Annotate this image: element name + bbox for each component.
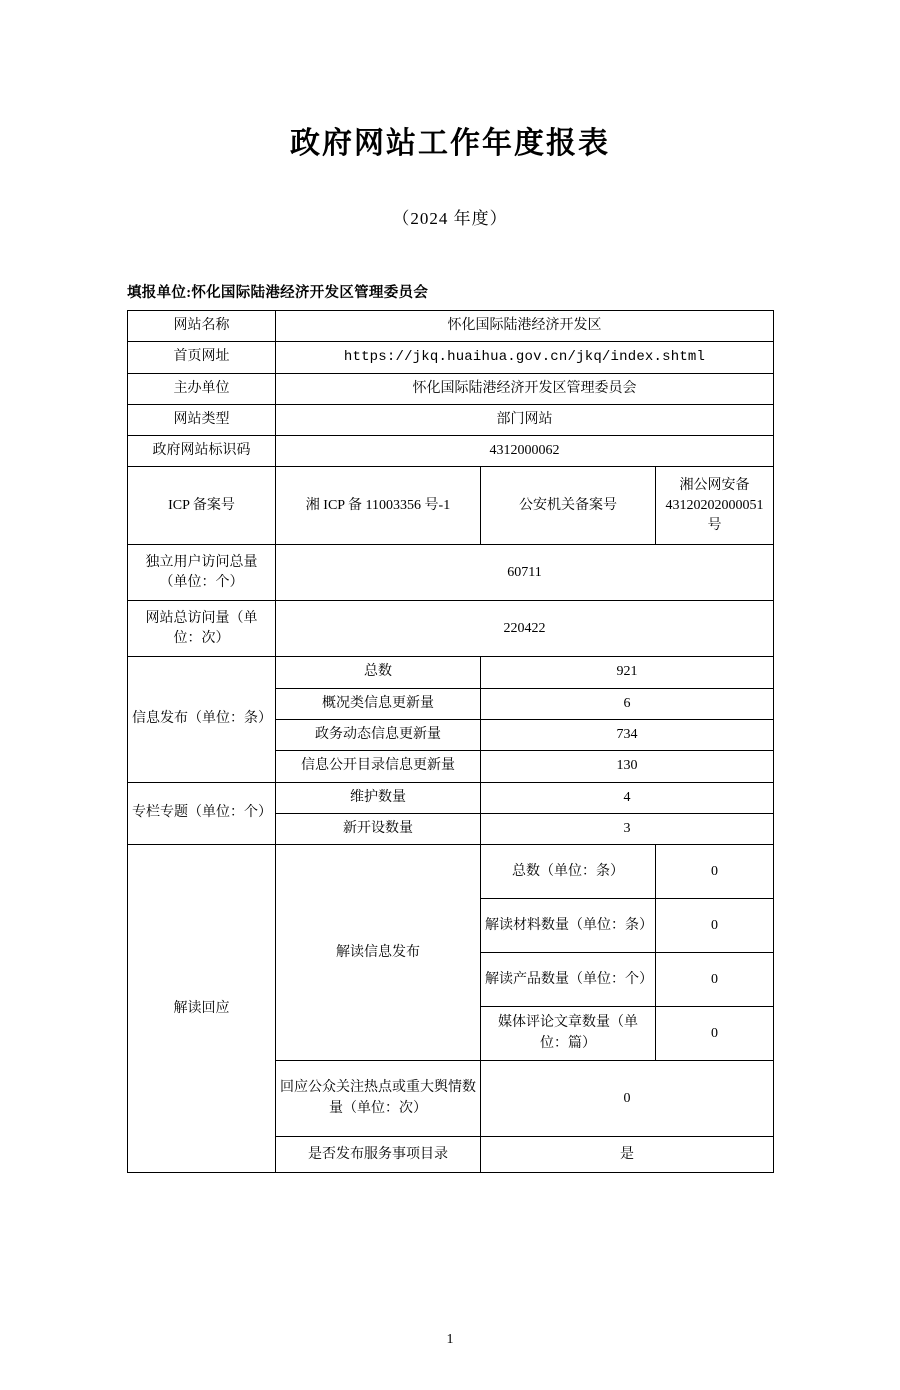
total-visits-label: 网站总访问量（单位：次） <box>128 601 276 657</box>
table-row <box>128 342 774 373</box>
interpretation-item-value: 0 <box>656 953 774 1007</box>
icp-value: 湘 ICP 备 11003356 号-1 <box>276 467 481 545</box>
table-row <box>128 845 774 899</box>
site-code-value: 4312000062 <box>276 436 774 467</box>
total-visits-value: 220422 <box>276 601 774 657</box>
interpretation-publish-label: 解读信息发布 <box>276 845 481 1061</box>
table-row <box>128 657 774 688</box>
table-row <box>128 311 774 342</box>
interpretation-item-value: 0 <box>656 899 774 953</box>
unique-visitors-label: 独立用户访问总量（单位：个） <box>128 545 276 601</box>
info-publish-item-value: 734 <box>481 720 774 751</box>
table-row <box>128 601 774 657</box>
service-catalog-label: 是否发布服务事项目录 <box>276 1137 481 1173</box>
organizer-value: 怀化国际陆港经济开发区管理委员会 <box>276 373 774 404</box>
interpretation-item-value: 0 <box>656 845 774 899</box>
info-publish-item-name: 信息公开目录信息更新量 <box>276 751 481 782</box>
response-hotspot-label: 回应公众关注热点或重大舆情数量（单位：次） <box>276 1061 481 1137</box>
police-record-value: 湘公网安备 43120202000051 号 <box>656 467 774 545</box>
homepage-value[interactable]: https://jkq.huaihua.gov.cn/jkq/index.shtml <box>276 342 774 373</box>
info-publish-item-name: 总数 <box>276 657 481 688</box>
interpretation-label: 解读回应 <box>128 845 276 1173</box>
site-type-value: 部门网站 <box>276 404 774 435</box>
interpretation-item-value: 0 <box>656 1007 774 1061</box>
column-topic-item-value: 4 <box>481 782 774 813</box>
table-row <box>128 436 774 467</box>
info-publish-label: 信息发布（单位：条） <box>128 657 276 782</box>
unique-visitors-value: 60711 <box>276 545 774 601</box>
annual-report-table <box>127 310 774 1173</box>
filler-unit-label: 填报单位:怀化国际陆港经济开发区管理委员会 <box>127 285 429 301</box>
interpretation-item-name: 总数（单位：条） <box>481 845 656 899</box>
column-topic-label: 专栏专题（单位：个） <box>128 782 276 845</box>
site-type-label: 网站类型 <box>128 404 276 435</box>
table-row <box>128 404 774 435</box>
page-title: 政府网站工作年度报表 <box>290 126 610 161</box>
document-page <box>0 118 900 1390</box>
interpretation-item-name: 解读产品数量（单位：个） <box>481 953 656 1007</box>
info-publish-item-value: 921 <box>481 657 774 688</box>
response-hotspot-value: 0 <box>481 1061 774 1137</box>
page-subtitle: （2024 年度） <box>392 209 508 228</box>
info-publish-item-value: 6 <box>481 688 774 719</box>
column-topic-item-value: 3 <box>481 813 774 844</box>
info-publish-item-name: 概况类信息更新量 <box>276 688 481 719</box>
table-row <box>128 373 774 404</box>
column-topic-item-name: 维护数量 <box>276 782 481 813</box>
site-name-value: 怀化国际陆港经济开发区 <box>276 311 774 342</box>
column-topic-item-name: 新开设数量 <box>276 813 481 844</box>
table-row <box>128 467 774 545</box>
police-record-label: 公安机关备案号 <box>481 467 656 545</box>
info-publish-item-value: 130 <box>481 751 774 782</box>
site-code-label: 政府网站标识码 <box>128 436 276 467</box>
organizer-label: 主办单位 <box>128 373 276 404</box>
table-row <box>128 545 774 601</box>
icp-label: ICP 备案号 <box>128 467 276 545</box>
page-number: 1 <box>446 1332 454 1347</box>
homepage-label: 首页网址 <box>128 342 276 373</box>
service-catalog-value: 是 <box>481 1137 774 1173</box>
interpretation-item-name: 解读材料数量（单位：条） <box>481 899 656 953</box>
interpretation-item-name: 媒体评论文章数量（单位：篇） <box>481 1007 656 1061</box>
table-row <box>128 782 774 813</box>
info-publish-item-name: 政务动态信息更新量 <box>276 720 481 751</box>
site-name-label: 网站名称 <box>128 311 276 342</box>
